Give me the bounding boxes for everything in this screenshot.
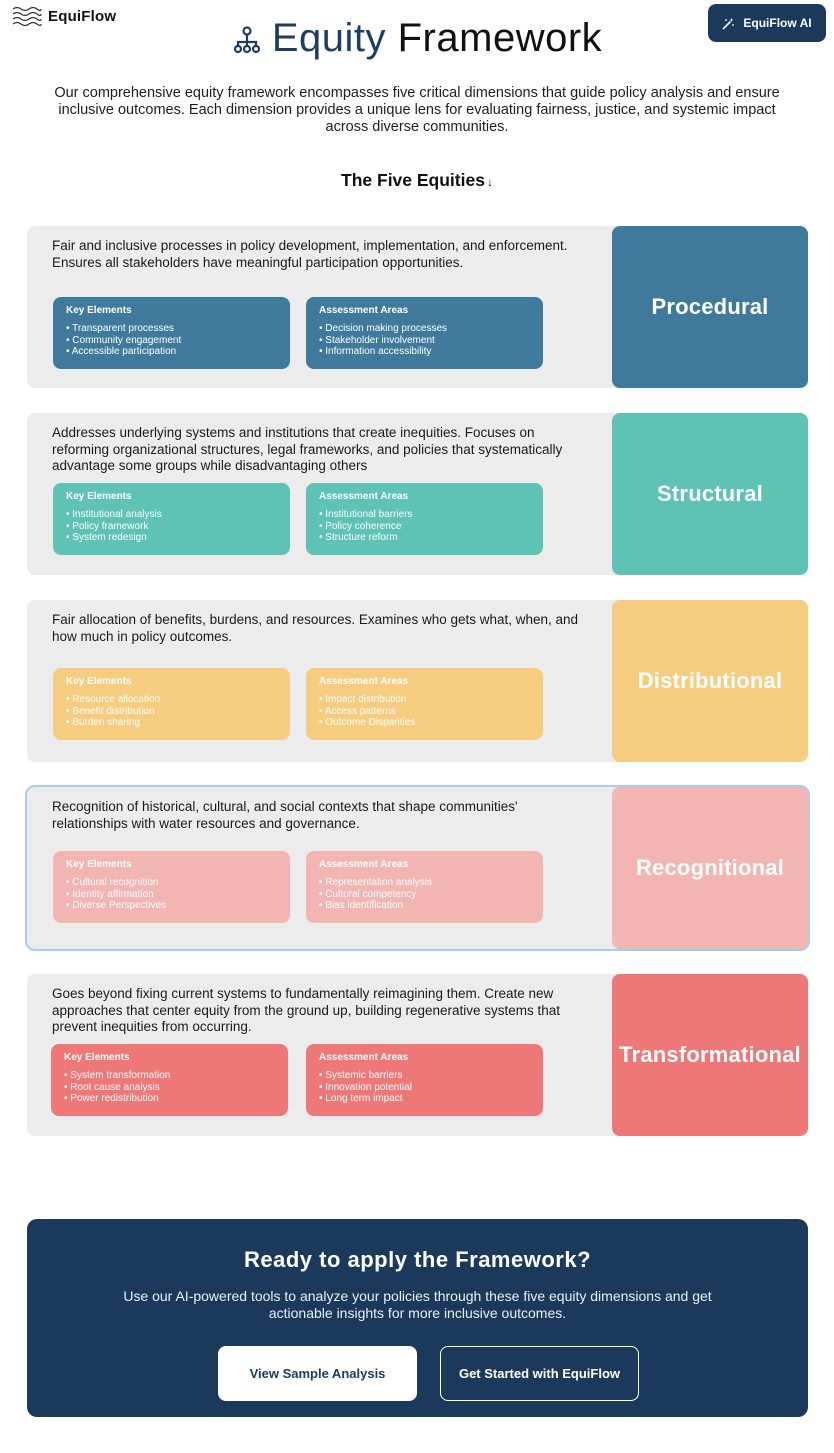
- page-heading: [272, 16, 602, 61]
- key-elements-title: Key Elements: [66, 305, 132, 316]
- assessment-areas-box: [306, 668, 543, 740]
- key-element-item: • Cultural recognition: [66, 877, 277, 889]
- cta-text: Use our AI-powered tools to analyze your policies through these five equity dimensions and get actionable insights for more inclusive outcomes.: [123, 1288, 712, 1321]
- key-elements-box: [51, 1044, 288, 1116]
- key-elements-box: [53, 483, 290, 555]
- key-element-item: • Root cause analysis: [64, 1082, 275, 1094]
- assessment-area-item: • Cultural competency: [319, 889, 530, 901]
- equity-description: Recognition of historical, cultural, and social contexts that shape communities' relationships with water resources and governance.: [52, 799, 518, 831]
- key-elements-title: Key Elements: [66, 491, 132, 502]
- assessment-area-item: • Decision making processes: [319, 323, 530, 335]
- assessment-area-item: • Representation analysis: [319, 877, 530, 889]
- equity-description: Fair and inclusive processes in policy development, implementation, and enforcement. Ensures all stakeholders have meaningful participation opportunities.: [52, 238, 568, 270]
- assessment-area-item: • Institutional barriers: [319, 509, 530, 521]
- assessment-areas-box: [306, 483, 543, 555]
- equity-card-structural[interactable]: [27, 413, 808, 575]
- section-heading[interactable]: [0, 170, 834, 191]
- key-element-item: • Institutional analysis: [66, 509, 277, 521]
- equity-description: Addresses underlying systems and institutions that create inequities. Focuses on reforming organizational structures, legal frameworks, and policies that systematically advantage some groups while disadvantaging others: [52, 425, 563, 473]
- section-heading-label: The Five Equities: [341, 170, 485, 190]
- assessment-area-item: • Outcome Disparities: [319, 717, 530, 729]
- assessment-areas-title: Assessment Areas: [319, 491, 409, 502]
- intro-text: Our comprehensive equity framework encompasses five critical dimensions that guide policy analysis and ensure inclusive outcomes. Each dimension provides a unique lens for evaluating fairness, justice, and systemic impact across diverse communities.: [54, 85, 780, 135]
- key-elements-box: [53, 851, 290, 923]
- equity-card-distributional[interactable]: [27, 600, 808, 762]
- key-element-item: • Benefit distribution: [66, 706, 277, 718]
- cta-title: Ready to apply the Framework?: [243, 1247, 592, 1272]
- equity-label-recognitional: Recognitional: [612, 787, 808, 949]
- equity-card-procedural[interactable]: [27, 226, 808, 388]
- key-element-item: • System transformation: [64, 1070, 275, 1082]
- view-sample-analysis-button[interactable]: View Sample Analysis: [218, 1346, 417, 1401]
- key-elements-title: Key Elements: [64, 1052, 130, 1063]
- key-elements-title: Key Elements: [66, 676, 132, 687]
- brand-name: EquiFlow: [48, 7, 117, 25]
- arrow-down-icon: ↓: [486, 175, 493, 189]
- key-element-item: • System redesign: [66, 532, 277, 544]
- equity-description: Fair allocation of benefits, burdens, and resources. Examines who gets what, when, and how much in policy outcomes.: [52, 612, 579, 644]
- assessment-areas-title: Assessment Areas: [319, 676, 409, 687]
- key-element-item: • Community engagement: [66, 335, 277, 347]
- key-element-item: • Accessible participation: [66, 346, 277, 358]
- equity-label-transformational: Transformational: [612, 974, 808, 1136]
- assessment-area-item: • Policy coherence: [319, 521, 530, 533]
- hierarchy-icon: [232, 24, 262, 54]
- assessment-area-item: • Innovation potential: [319, 1082, 530, 1094]
- assessment-areas-box: [306, 1044, 543, 1116]
- assessment-areas-box: [306, 851, 543, 923]
- equity-card-recognitional[interactable]: [27, 787, 808, 949]
- equity-label-structural: Structural: [612, 413, 808, 575]
- page-title: [0, 16, 834, 61]
- key-element-item: • Policy framework: [66, 521, 277, 533]
- title-accent: Equity: [271, 16, 386, 60]
- key-element-item: • Power redistribution: [64, 1093, 275, 1105]
- equity-card-transformational[interactable]: [27, 974, 808, 1136]
- assessment-areas-title: Assessment Areas: [319, 1052, 409, 1063]
- key-element-item: • Transparent processes: [66, 323, 277, 335]
- assessment-areas-box: [306, 297, 543, 369]
- assessment-area-item: • Long term impact: [319, 1093, 530, 1105]
- assessment-area-item: • Bias identification: [319, 900, 530, 912]
- equiflow-ai-label: EquiFlow AI: [743, 16, 812, 30]
- equity-description: Goes beyond fixing current systems to fundamentally reimagining them. Create new approaches that center equity from the ground up, building regenerative systems that prevent inequities from occurring.: [52, 986, 561, 1034]
- assessment-area-item: • Stakeholder involvement: [319, 335, 530, 347]
- key-elements-box: [53, 297, 290, 369]
- assessment-area-item: • Access patterns: [319, 706, 530, 718]
- key-elements-title: Key Elements: [66, 859, 132, 870]
- assessment-area-item: • Structure reform: [319, 532, 530, 544]
- equity-label-distributional: Distributional: [612, 600, 808, 762]
- key-element-item: • Resource allocation: [66, 694, 277, 706]
- title-rest: Framework: [397, 16, 603, 60]
- assessment-area-item: • Impact distribution: [319, 694, 530, 706]
- key-element-item: • Identity affirmation: [66, 889, 277, 901]
- key-elements-box: [53, 668, 290, 740]
- equity-label-procedural: Procedural: [612, 226, 808, 388]
- assessment-areas-title: Assessment Areas: [319, 859, 409, 870]
- get-started-button[interactable]: Get Started with EquiFlow: [440, 1346, 639, 1401]
- assessment-areas-title: Assessment Areas: [319, 305, 409, 316]
- assessment-area-item: • Systemic barriers: [319, 1070, 530, 1082]
- cta-panel: [27, 1219, 808, 1417]
- assessment-area-item: • Information accessibility: [319, 346, 530, 358]
- key-element-item: • Burden sharing: [66, 717, 277, 729]
- key-element-item: • Diverse Perspectives: [66, 900, 277, 912]
